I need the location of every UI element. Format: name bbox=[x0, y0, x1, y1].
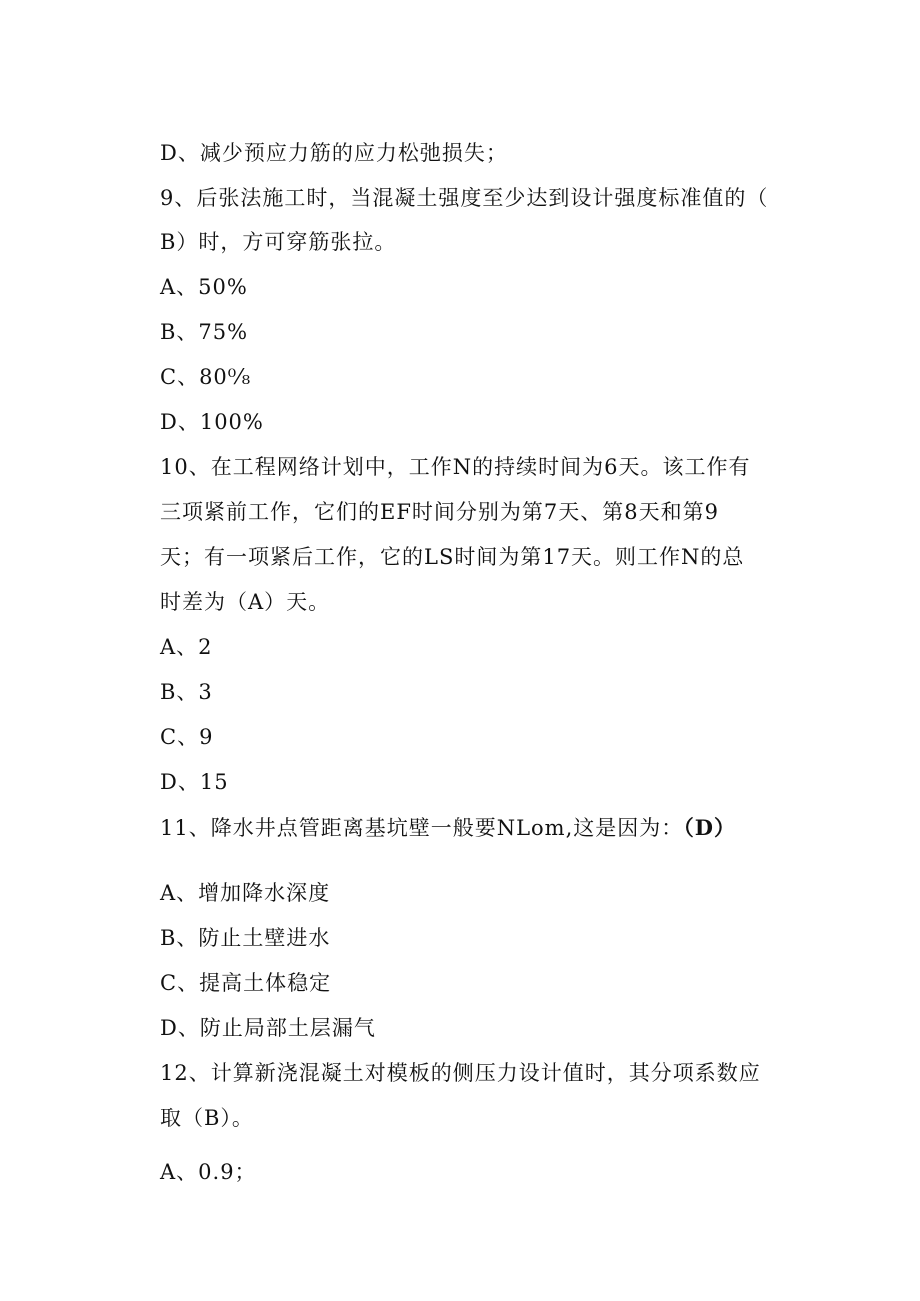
q12-option-a: A、0.9； bbox=[160, 1160, 257, 1184]
question-12-line-1: 12、计算新浇混凝土对模板的侧压力设计值时，其分项系数应 bbox=[160, 1061, 761, 1085]
question-11-answer: （D） bbox=[683, 815, 736, 840]
q11-option-d: D、防止局部土层漏气 bbox=[160, 1016, 376, 1040]
question-11-line-1 bbox=[160, 814, 736, 842]
q11-option-b: B、防止土壁进水 bbox=[160, 926, 331, 950]
question-9-line-1: 9、后张法施工时，当混凝土强度至少达到设计强度标准值的（ bbox=[160, 186, 769, 210]
question-11-text: 11、降水井点管距离基坑壁一般要NLom,这是因为： bbox=[160, 816, 684, 840]
question-12-line-2: 取（B）。 bbox=[160, 1106, 254, 1130]
q11-option-c: C、提高土体稳定 bbox=[160, 971, 332, 995]
q10-option-a: A、2 bbox=[160, 635, 213, 659]
question-10-line-1: 10、在工程网络计划中，工作N的持续时间为6天。该工作有 bbox=[160, 455, 751, 479]
option-11-d-prev: D、减少预应力筋的应力松弛损失； bbox=[160, 141, 508, 165]
q9-option-a: A、50% bbox=[160, 275, 248, 299]
q10-option-c: C、9 bbox=[160, 725, 214, 749]
question-10-line-4: 时差为（A）天。 bbox=[160, 590, 331, 614]
q9-option-c: C、80⁰⁄₈ bbox=[160, 365, 252, 389]
q10-option-d: D、15 bbox=[160, 770, 229, 794]
question-9-line-2: B）时，方可穿筋张拉。 bbox=[160, 230, 397, 254]
q9-option-b: B、75% bbox=[160, 320, 249, 344]
question-10-line-3: 天；有一项紧后工作，它的LS时间为第17天。则工作N的总 bbox=[160, 545, 745, 569]
q11-option-a: A、增加降水深度 bbox=[160, 881, 331, 905]
q9-option-d: D、100% bbox=[160, 410, 264, 434]
question-10-line-2: 三项紧前工作，它们的EF时间分别为第7天、第8天和第9 bbox=[160, 500, 719, 524]
q10-option-b: B、3 bbox=[160, 680, 213, 704]
